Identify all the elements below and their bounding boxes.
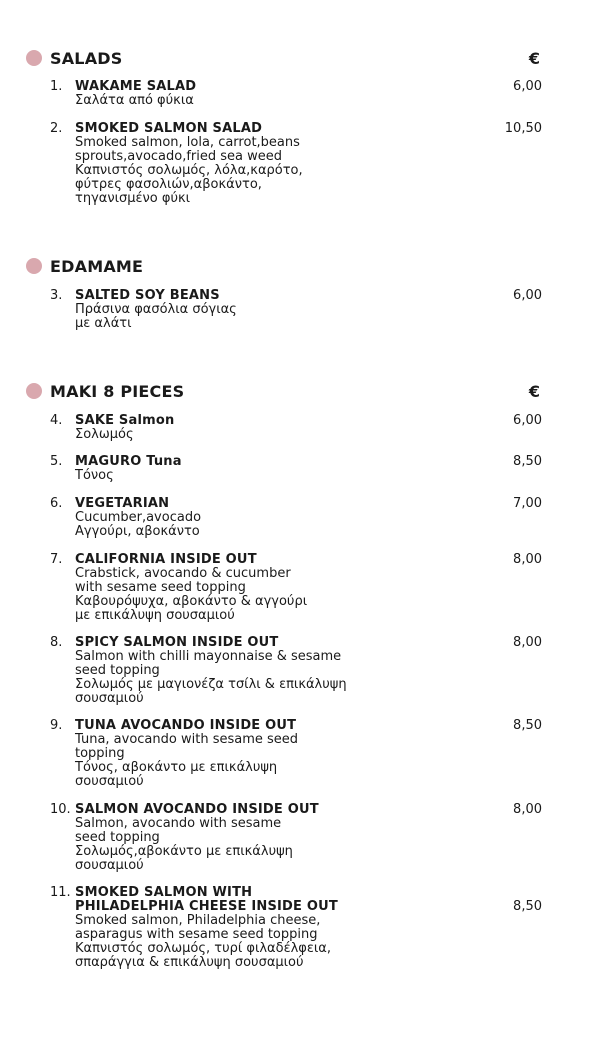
currency-symbol: € — [528, 49, 540, 68]
item-number: 3. — [50, 288, 63, 303]
item-name: TUNA AVOCANDO INSIDE OUT — [75, 718, 297, 733]
item-number: 9. — [50, 718, 63, 733]
item-price: 6,00 — [513, 413, 542, 428]
item-description: seed topping — [75, 663, 160, 678]
item-name: WAKAME SALAD — [75, 79, 197, 94]
item-name: MAGURO Tuna — [75, 454, 182, 469]
item-description: Σολωμός — [75, 427, 134, 442]
item-name: SPICY SALMON INSIDE OUT — [75, 635, 279, 650]
item-description: Crabstick, avocando & cucumber — [75, 566, 291, 581]
item-name: SAKE Salmon — [75, 413, 175, 428]
item-price: 6,00 — [513, 288, 542, 303]
bullet-dot-icon — [26, 258, 42, 274]
item-description: Smoked salmon, Philadelphia cheese, — [75, 913, 321, 928]
item-number: 6. — [50, 496, 63, 511]
item-price: 8,50 — [513, 899, 542, 914]
item-description: Καπνιστός σολωμός, λόλα,καρότο, — [75, 163, 303, 178]
item-description: Cucumber,avocado — [75, 510, 202, 525]
item-name: PHILADELPHIA CHEESE INSIDE OUT — [75, 899, 338, 914]
item-name: SMOKED SALMON WITH — [75, 885, 253, 900]
bullet-dot-icon — [26, 383, 42, 399]
item-price: 8,00 — [513, 552, 542, 567]
item-description: Καπνιστός σολωμός, τυρί φιλαδέλφεια, — [75, 941, 332, 956]
item-description: τηγανισμένο φύκι — [75, 191, 191, 206]
item-description: Σαλάτα από φύκια — [75, 93, 194, 108]
item-name: SMOKED SALMON SALAD — [75, 121, 263, 136]
item-description: Τόνος, αβοκάντο με επικάλυψη — [75, 760, 278, 775]
item-description: Smoked salmon, lola, carrot,beans — [75, 135, 300, 150]
item-description: Πράσινα φασόλια σόγιας — [75, 302, 237, 317]
item-description: Τόνος — [75, 468, 114, 483]
item-description: σουσαμιού — [75, 858, 144, 873]
item-number: 1. — [50, 79, 63, 94]
item-number: 10. — [50, 802, 71, 817]
item-name: SALMON AVOCANDO INSIDE OUT — [75, 802, 319, 817]
item-description: φύτρες φασολιών,αβοκάντο, — [75, 177, 262, 192]
item-description: sprouts,avocado,fried sea weed — [75, 149, 283, 164]
item-price: 10,50 — [504, 121, 542, 136]
item-description: seed topping — [75, 830, 160, 845]
item-number: 2. — [50, 121, 63, 136]
item-description: σπαράγγια & επικάλυψη σουσαμιού — [75, 955, 304, 970]
item-description: με αλάτι — [75, 316, 132, 331]
section-header-maki — [26, 382, 546, 402]
item-price: 6,00 — [513, 79, 542, 94]
section-title: SALADS — [50, 49, 123, 68]
item-description: with sesame seed topping — [75, 580, 246, 595]
currency-symbol: € — [528, 382, 540, 401]
item-description: Καβουρόψυχα, αβοκάντο & αγγούρι — [75, 594, 308, 609]
item-description: σουσαμιού — [75, 774, 144, 789]
item-name: VEGETARIAN — [75, 496, 170, 511]
section-title: EDAMAME — [50, 257, 144, 276]
item-price: 8,00 — [513, 802, 542, 817]
item-description: Αγγούρι, αβοκάντο — [75, 524, 200, 539]
item-name: SALTED SOY BEANS — [75, 288, 220, 303]
item-description: Salmon with chilli mayonnaise & sesame — [75, 649, 342, 664]
section-title: MAKI 8 PIECES — [50, 382, 185, 401]
item-name: CALIFORNIA INSIDE OUT — [75, 552, 257, 567]
item-number: 11. — [50, 885, 71, 900]
section-header-salads — [26, 49, 546, 69]
item-number: 8. — [50, 635, 63, 650]
item-description: με επικάλυψη σουσαμιού — [75, 608, 235, 623]
item-description: Salmon, avocando with sesame — [75, 816, 282, 831]
item-price: 7,00 — [513, 496, 542, 511]
item-description: asparagus with sesame seed topping — [75, 927, 318, 942]
bullet-dot-icon — [26, 50, 42, 66]
item-description: Σολωμός,αβοκάντο με επικάλυψη — [75, 844, 293, 859]
item-price: 8,00 — [513, 635, 542, 650]
item-number: 5. — [50, 454, 63, 469]
section-header-edamame — [26, 257, 546, 277]
item-price: 8,50 — [513, 454, 542, 469]
item-description: Tuna, avocando with sesame seed — [75, 732, 299, 747]
item-description: topping — [75, 746, 125, 761]
item-description: σουσαμιού — [75, 691, 144, 706]
item-description: Σολωμός με μαγιονέζα τσίλι & επικάλυψη — [75, 677, 347, 692]
item-price: 8,50 — [513, 718, 542, 733]
item-number: 7. — [50, 552, 63, 567]
item-number: 4. — [50, 413, 63, 428]
